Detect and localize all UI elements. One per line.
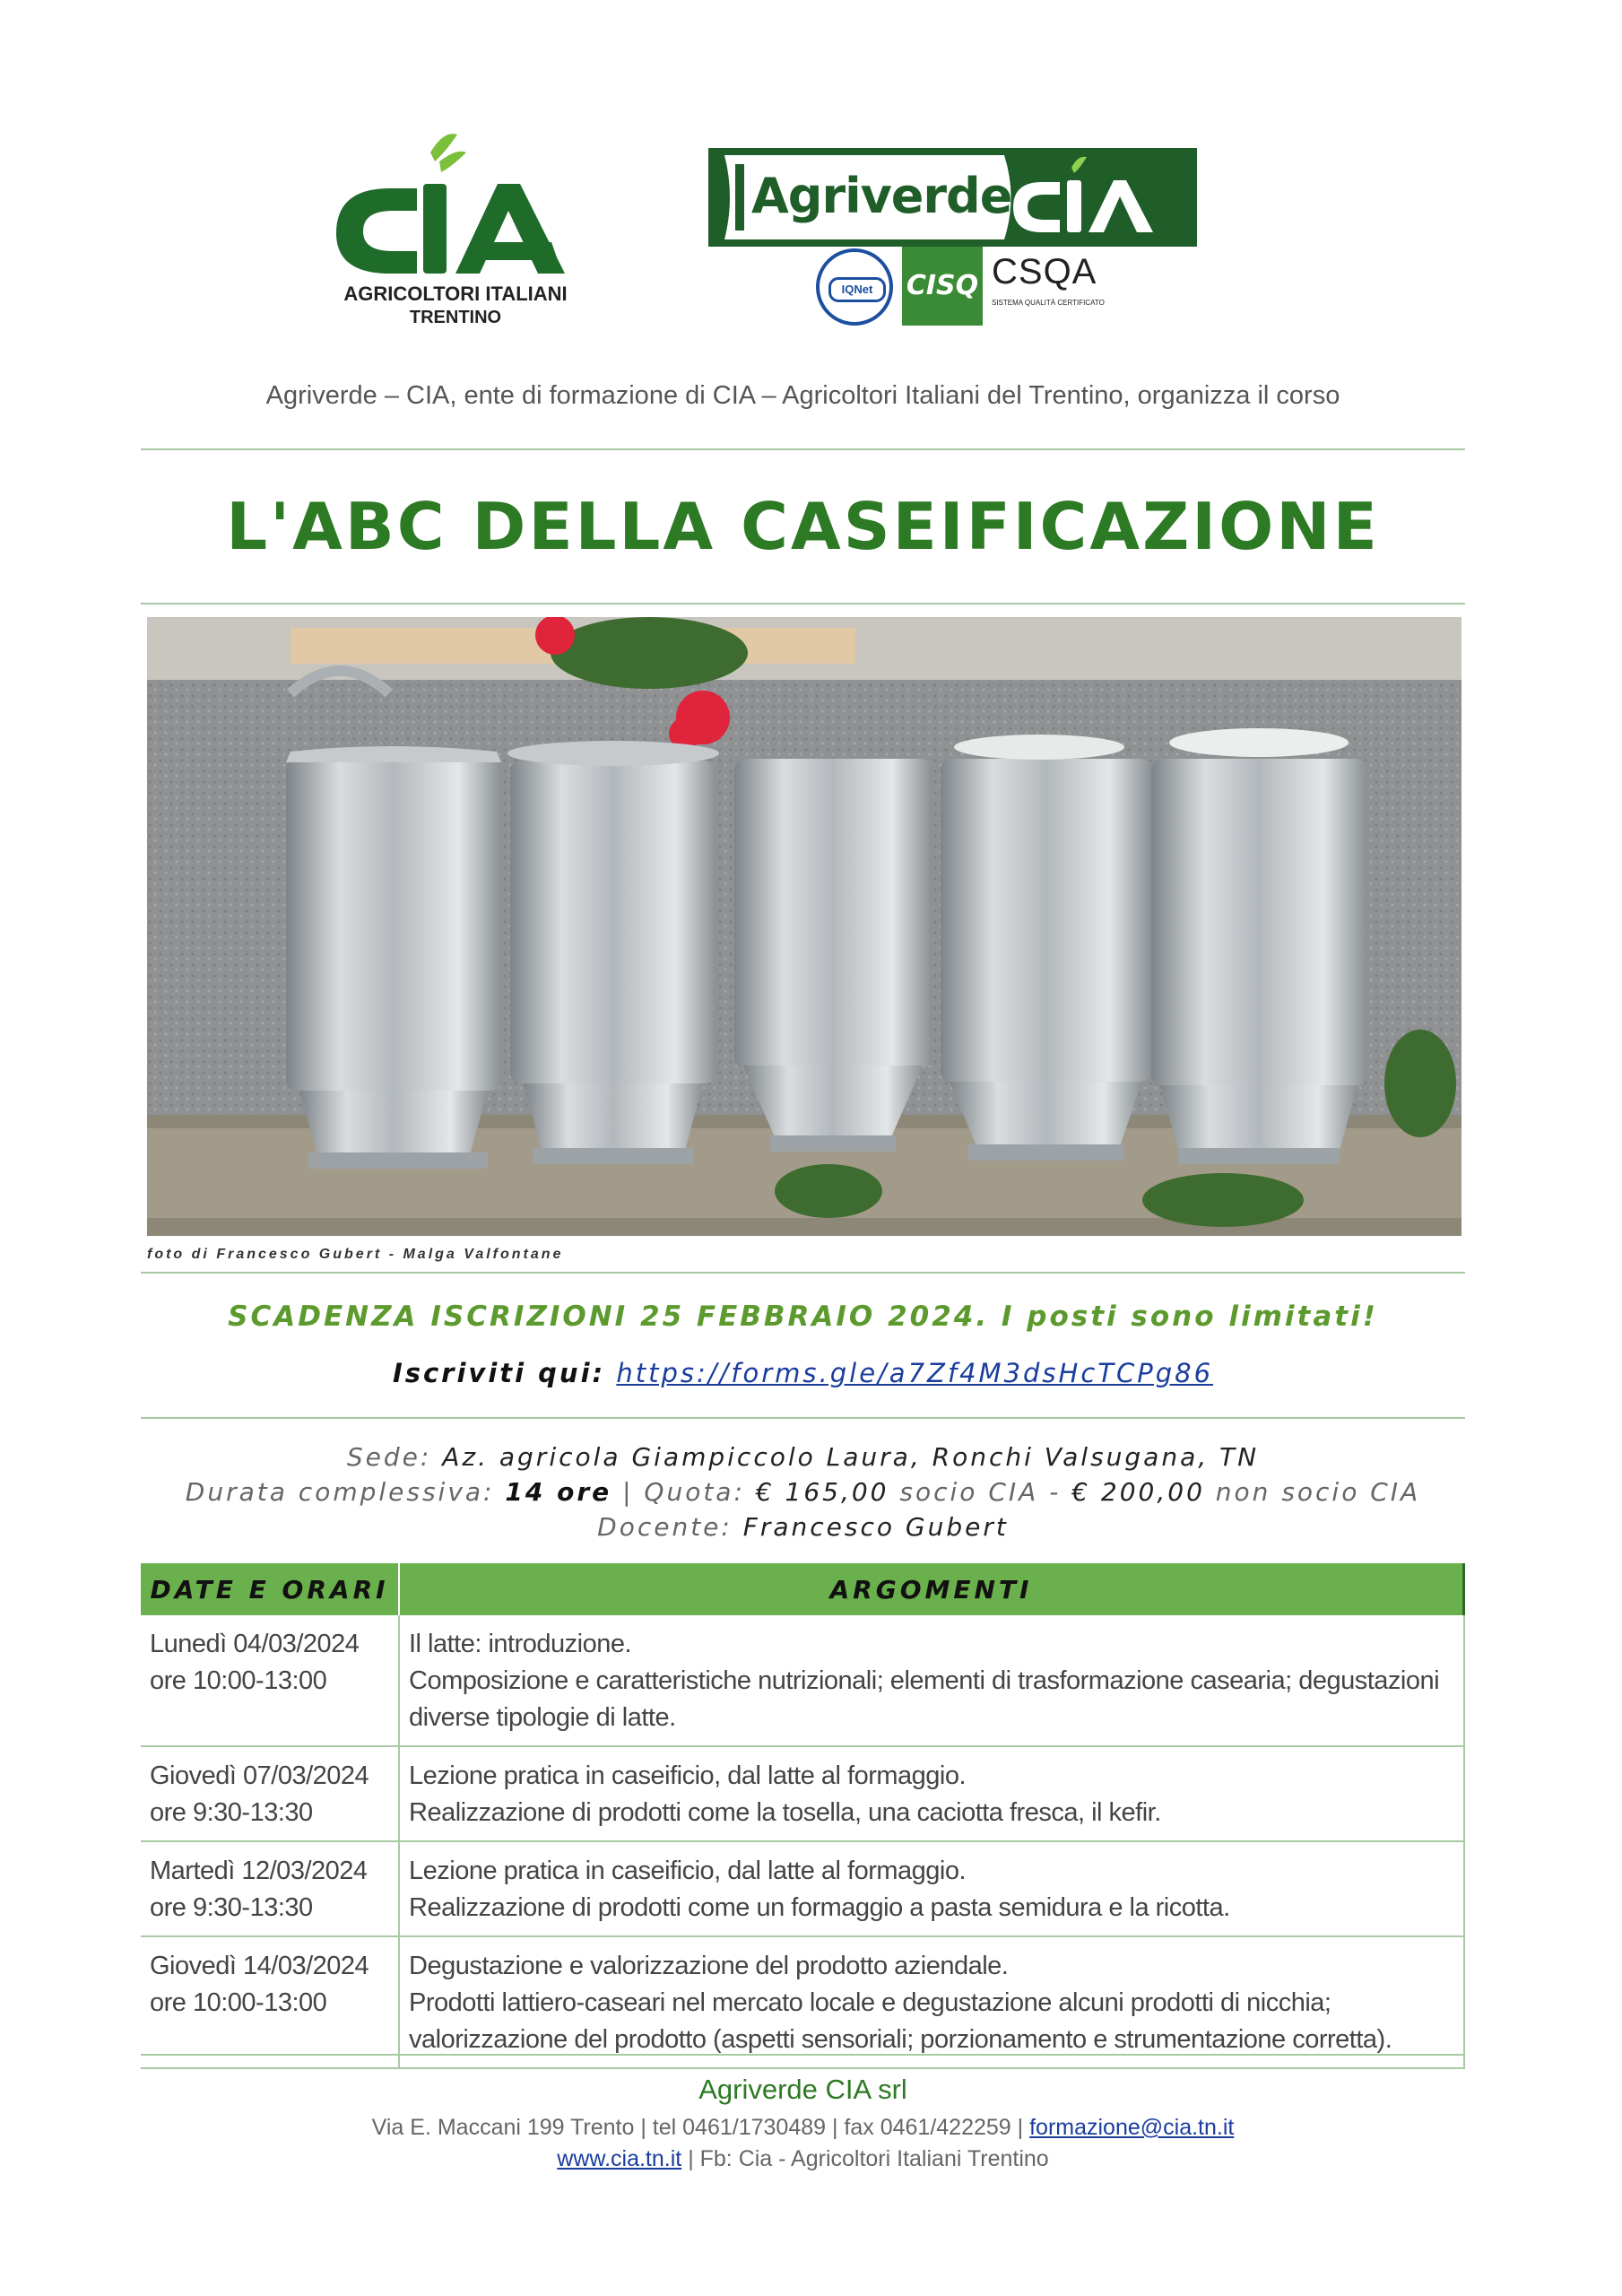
row-topic-detail: Prodotti lattiero-caseari nel mercato locale e degustazione alcuni prodotti di nicchia; valorizzazione del prodotto (aspetti sensoriali; porzionamento e strumentazione corretta). (409, 1988, 1392, 2054)
divider (141, 448, 1465, 450)
certification-badges (816, 247, 1112, 327)
teacher-line (141, 1512, 1465, 1542)
photo-caption: foto di Francesco Gubert - Malga Valfontane (147, 1247, 564, 1262)
signup-label: Iscriviti qui: (392, 1358, 606, 1388)
duration-value: 14 ore (505, 1477, 612, 1507)
row-topic-detail: Composizione e caratteristiche nutrizionali; elementi di trasformazione casearia; degustazioni diverse tipologie di latte. (409, 1666, 1440, 1732)
fee-member-value: € 165,00 (755, 1477, 889, 1507)
row-date: Giovedì 14/03/2024 (150, 1952, 369, 1980)
row-date: Giovedì 07/03/2024 (150, 1761, 369, 1790)
table-row (141, 1615, 1464, 1746)
row-topic-cell (399, 1615, 1464, 1746)
table-row (141, 1746, 1464, 1841)
venue-label: Sede: (346, 1442, 432, 1472)
fee-member-label: socio CIA - (899, 1477, 1062, 1507)
cisq-badge: CISQ (902, 247, 983, 326)
footer-address-line (141, 2115, 1465, 2141)
csqa-subtext: SISTEMA QUALITÀ CERTIFICATO (992, 299, 1105, 307)
row-date-cell (141, 1615, 399, 1746)
milk-cans-photo (147, 617, 1462, 1236)
schedule-header-row (141, 1563, 1464, 1615)
header-dates: DATE E ORARI (141, 1563, 399, 1615)
registration-deadline: SCADENZA ISCRIZIONI 25 FEBBRAIO 2024. I posti sono limitati! (228, 1300, 1378, 1333)
duration-label: Durata complessiva: (185, 1477, 495, 1507)
row-date-cell (141, 1746, 399, 1841)
intro-text: Agriverde – CIA, ente di formazione di CIA – Agricoltori Italiani del Trentino, organizza il corso (265, 381, 1340, 410)
duration-fee-line (141, 1477, 1465, 1507)
signup-link[interactable]: https://forms.gle/a7Zf4M3dsHcTCPg86 (616, 1358, 1214, 1388)
signup-line (141, 1358, 1465, 1388)
schedule-table (141, 1563, 1465, 2069)
teacher-label: Docente: (597, 1512, 733, 1542)
agriverde-logo-text: Agriverde (751, 168, 1012, 224)
footer-company: Agriverde CIA srl (698, 2074, 907, 2105)
row-topic-title: Il latte: introduzione. (409, 1630, 632, 1658)
row-time: ore 10:00-13:00 (150, 1988, 327, 2017)
divider (141, 2054, 1465, 2056)
footer-email-link[interactable]: formazione@cia.tn.it (1029, 2115, 1235, 2140)
footer-website-link[interactable]: www.cia.tn.it (557, 2146, 682, 2171)
row-topic-cell (399, 1841, 1464, 1936)
footer-address: Via E. Maccani 199 Trento | tel 0461/1730489 | fax 0461/422259 | (371, 2115, 1024, 2140)
iqnet-label: IQNet (828, 277, 886, 302)
iqnet-badge (816, 248, 893, 326)
venue-value: Az. agricola Giampiccolo Laura, Ronchi Valsugana, TN (442, 1442, 1260, 1472)
cia-logo (323, 126, 592, 341)
row-topic-detail: Realizzazione di prodotti come la tosella, una caciotta fresca, il kefir. (409, 1798, 1161, 1827)
row-date-cell (141, 1936, 399, 2068)
row-topic-detail: Realizzazione di prodotti come un formaggio a pasta semidura e la ricotta. (409, 1893, 1230, 1922)
page-title: L'ABC DELLA CASEIFICAZIONE (226, 489, 1380, 564)
row-date: Lunedì 04/03/2024 (150, 1630, 360, 1658)
row-topic-cell (399, 1746, 1464, 1841)
row-topic-title: Lezione pratica in caseificio, dal latte al formaggio. (409, 1761, 967, 1790)
csqa-badge: CSQA (992, 252, 1097, 291)
header-topics: ARGOMENTI (399, 1563, 1464, 1615)
teacher-value: Francesco Gubert (742, 1512, 1009, 1542)
row-time: ore 10:00-13:00 (150, 1666, 327, 1695)
divider (141, 1417, 1465, 1419)
fee-nonmember-label: non socio CIA (1215, 1477, 1421, 1507)
row-date-cell (141, 1841, 399, 1936)
footer-web-line (141, 2146, 1465, 2172)
row-time: ore 9:30-13:30 (150, 1798, 313, 1827)
row-topic-cell (399, 1936, 1464, 2068)
row-time: ore 9:30-13:30 (150, 1893, 313, 1922)
row-date: Martedì 12/03/2024 (150, 1857, 368, 1885)
divider (141, 603, 1465, 604)
fee-nonmember-value: € 200,00 (1071, 1477, 1205, 1507)
row-topic-title: Lezione pratica in caseificio, dal latte al formaggio. (409, 1857, 967, 1885)
fee-label: Quota: (644, 1477, 745, 1507)
table-row (141, 1841, 1464, 1936)
cia-logo-line2: TRENTINO (409, 308, 502, 327)
row-topic-title: Degustazione e valorizzazione del prodotto aziendale. (409, 1952, 1009, 1980)
divider (141, 1272, 1465, 1274)
separator: | (622, 1477, 634, 1507)
venue-line (141, 1442, 1465, 1472)
footer-social: | Fb: Cia - Agricoltori Italiani Trentino (688, 2146, 1049, 2171)
cia-logo-line1: AGRICOLTORI ITALIANI (343, 283, 568, 305)
agriverde-logo (708, 148, 1197, 247)
table-row (141, 1936, 1464, 2068)
